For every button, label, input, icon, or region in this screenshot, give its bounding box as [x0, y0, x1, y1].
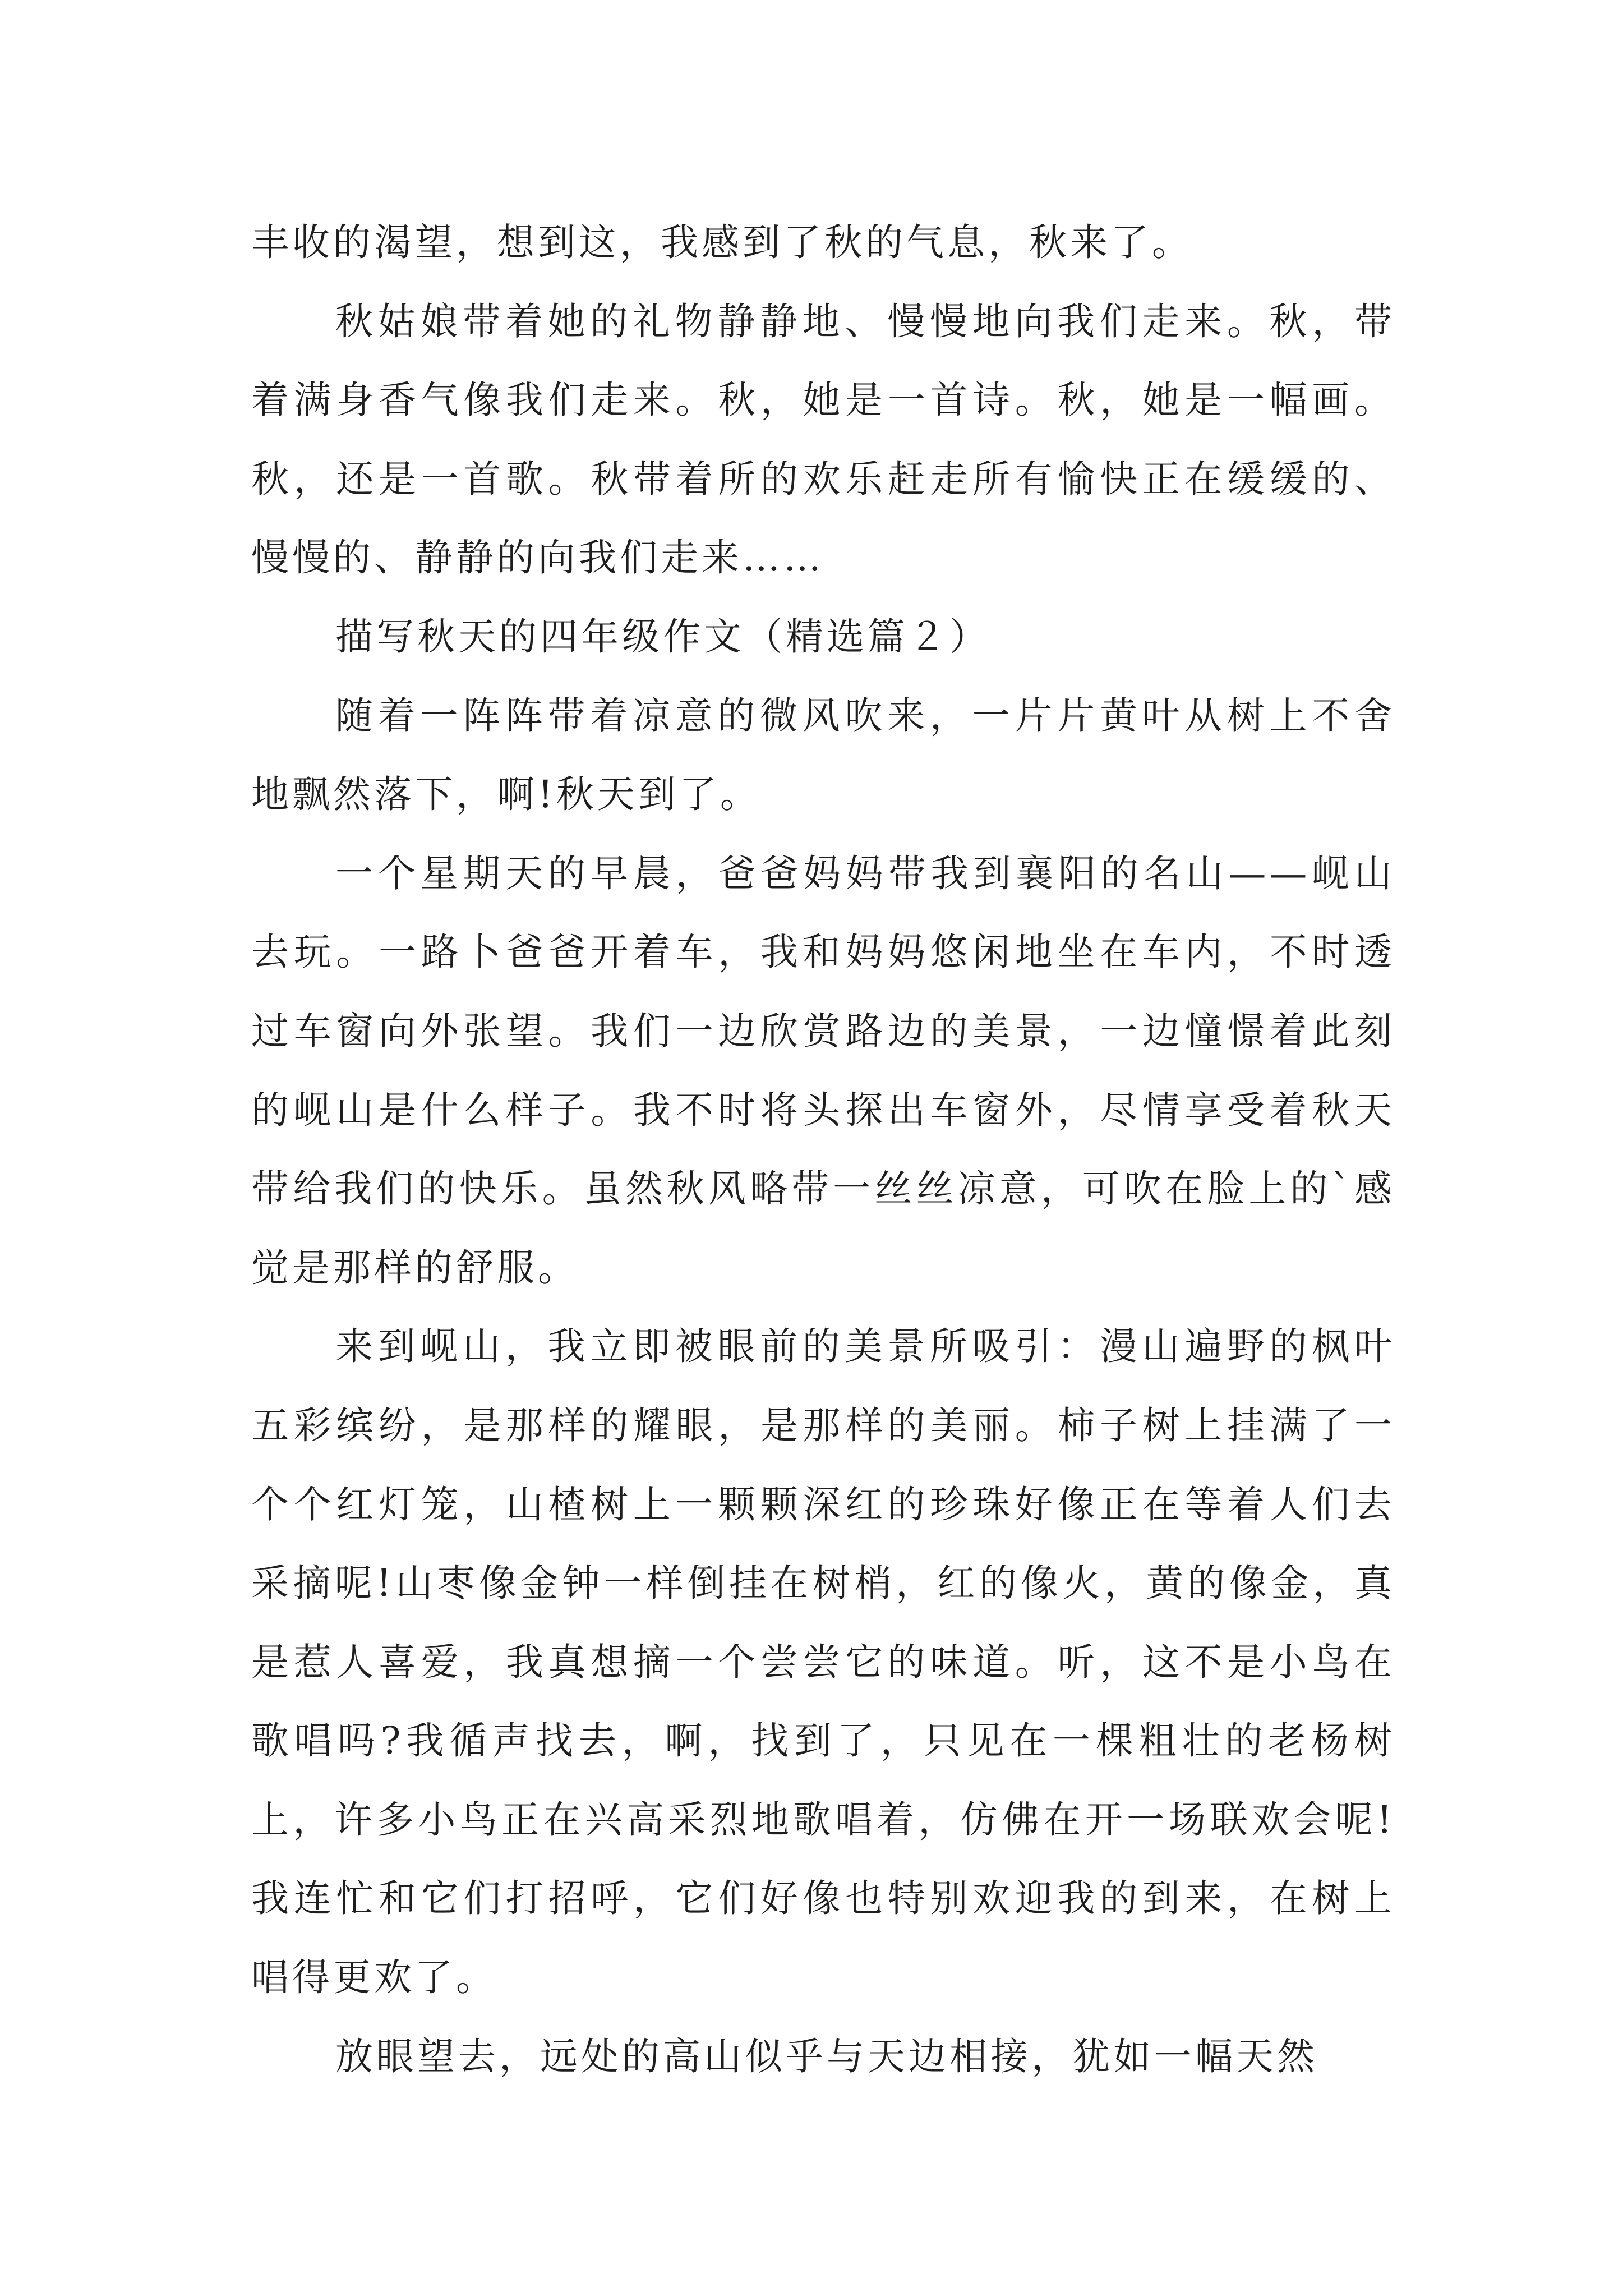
document-body [251, 203, 1395, 2096]
paragraph-breeze: 随着一阵阵带着凉意的微风吹来，一片片黄叶从树上不舍地飘然落下，啊!秋天到了。 [251, 693, 1395, 817]
paragraph-continuation: 丰收的渴望，想到这，我感到了秋的气息，秋来了。 [251, 220, 1193, 264]
paragraph-arrival: 来到岘山，我立即被眼前的美景所吸引：漫山遍野的枫叶五彩缤纷，是那样的耀眼，是那样的美丽。柿子树上挂满了一个个红灯笼，山楂树上一颗颗深红的珍珠好像正在等着人们去采摘呢!山枣像金钟一样倒挂在树梢，红的像火，黄的像金，真是惹人喜爱，我真想摘一个尝尝它的味道。听，这不是小鸟在歌唱吗?我循声找去，啊，找到了，只见在一棵粗壮的老杨树上，许多小鸟正在兴高采烈地歌唱着，仿佛在开一场联欢会呢!我连忙和它们打招呼，它们好像也特别欢迎我的到来，在树上唱得更欢了。 [251, 1324, 1395, 2000]
paragraph-view: 放眼望去，远处的高山似乎与天边相接，犹如一幅天然 [335, 2034, 1318, 2078]
paragraph-autumn-girl: 秋姑娘带着她的礼物静静地、慢慢地向我们走来。秋，带着满身香气像我们走来。秋，她是一首诗。秋，她是一幅画。秋，还是一首歌。秋带着所的欢乐赶走所有愉快正在缓缓的、慢慢的、静静的向我们走来…… [251, 299, 1395, 580]
paragraph-sunday-trip: 一个星期天的早晨，爸爸妈妈带我到襄阳的名山——岘山去玩。一路卜爸爸开着车，我和妈妈悠闲地坐在车内，不时透过车窗向外张望。我们一边欣赏路边的美景，一边憧憬着此刻的岘山是什么样子。我不时将头探出车窗外，尽情享受着秋天带给我们的快乐。虽然秋风略带一丝丝凉意，可吹在脸上的`感觉是那样的舒服。 [251, 851, 1395, 1290]
essay-heading: 描写秋天的四年级作文（精选篇２） [335, 614, 990, 659]
